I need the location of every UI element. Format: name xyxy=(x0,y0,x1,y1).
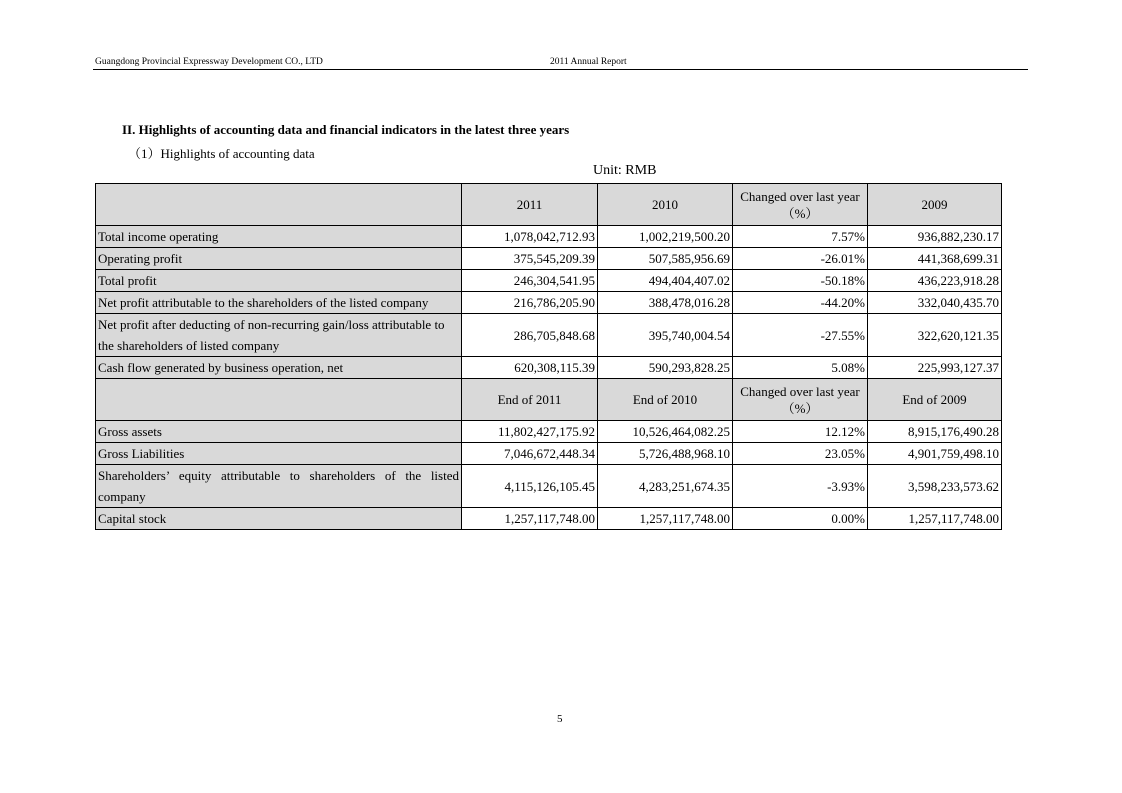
value-end-2010: 10,526,464,082.25 xyxy=(598,421,733,443)
value-2009: 225,993,127.37 xyxy=(868,357,1002,379)
value-change: 7.57% xyxy=(733,226,868,248)
value-end-2010: 1,257,117,748.00 xyxy=(598,508,733,530)
value-2009: 441,368,699.31 xyxy=(868,248,1002,270)
row-label: Cash flow generated by business operation, net xyxy=(96,357,462,379)
value-change: 12.12% xyxy=(733,421,868,443)
value-change: -26.01% xyxy=(733,248,868,270)
table-header-row xyxy=(96,184,1002,226)
value-end-2010: 5,726,488,968.10 xyxy=(598,443,733,465)
header-end-2011: End of 2011 xyxy=(462,379,598,421)
value-2010: 1,002,219,500.20 xyxy=(598,226,733,248)
header-end-2010: End of 2010 xyxy=(598,379,733,421)
value-2010: 395,740,004.54 xyxy=(598,314,733,357)
value-end-2011: 7,046,672,448.34 xyxy=(462,443,598,465)
page-number: 5 xyxy=(557,713,563,725)
row-label: Net profit after deducting of non-recurring gain/loss attributable to the shareholders of listed company xyxy=(96,314,462,357)
value-change: 5.08% xyxy=(733,357,868,379)
page-header-report: 2011 Annual Report xyxy=(550,57,627,67)
value-change: -27.55% xyxy=(733,314,868,357)
value-change: -44.20% xyxy=(733,292,868,314)
header-change: Changed over last year （%） xyxy=(733,184,868,226)
accounting-data-table xyxy=(95,183,1002,530)
page-header-company: Guangdong Provincial Expressway Development CO., LTD xyxy=(95,57,323,67)
value-end-2009: 4,901,759,498.10 xyxy=(868,443,1002,465)
row-label: Gross Liabilities xyxy=(96,443,462,465)
table-row xyxy=(96,465,1002,508)
row-label: Shareholders’ equity attributable to shareholders of the listed company xyxy=(96,465,462,508)
row-label: Total profit xyxy=(96,270,462,292)
unit-label: Unit: RMB xyxy=(593,163,657,178)
value-change: -3.93% xyxy=(733,465,868,508)
value-end-2009: 3,598,233,573.62 xyxy=(868,465,1002,508)
row-label: Net profit attributable to the shareholders of the listed company xyxy=(96,292,462,314)
value-2011: 216,786,205.90 xyxy=(462,292,598,314)
value-2011: 1,078,042,712.93 xyxy=(462,226,598,248)
value-2010: 590,293,828.25 xyxy=(598,357,733,379)
value-2011: 286,705,848.68 xyxy=(462,314,598,357)
value-end-2010: 4,283,251,674.35 xyxy=(598,465,733,508)
table-row xyxy=(96,508,1002,530)
table-row xyxy=(96,421,1002,443)
value-2011: 246,304,541.95 xyxy=(462,270,598,292)
value-change: -50.18% xyxy=(733,270,868,292)
value-end-2009: 8,915,176,490.28 xyxy=(868,421,1002,443)
table-row xyxy=(96,292,1002,314)
value-2009: 332,040,435.70 xyxy=(868,292,1002,314)
value-2010: 507,585,956.69 xyxy=(598,248,733,270)
row-label: Total income operating xyxy=(96,226,462,248)
table-row xyxy=(96,357,1002,379)
value-end-2011: 4,115,126,105.45 xyxy=(462,465,598,508)
header-blank xyxy=(96,379,462,421)
row-label: Gross assets xyxy=(96,421,462,443)
table-row xyxy=(96,226,1002,248)
value-2010: 494,404,407.02 xyxy=(598,270,733,292)
subsection-title: （1）Highlights of accounting data xyxy=(128,146,315,161)
row-label: Operating profit xyxy=(96,248,462,270)
row-label: Capital stock xyxy=(96,508,462,530)
table-row xyxy=(96,248,1002,270)
value-change: 0.00% xyxy=(733,508,868,530)
header-2011: 2011 xyxy=(462,184,598,226)
value-2009: 436,223,918.28 xyxy=(868,270,1002,292)
table-subheader-row xyxy=(96,379,1002,421)
header-divider xyxy=(93,69,1028,70)
table-row xyxy=(96,443,1002,465)
value-2010: 388,478,016.28 xyxy=(598,292,733,314)
table-row xyxy=(96,314,1002,357)
section-title: II. Highlights of accounting data and financial indicators in the latest three years xyxy=(122,122,570,137)
header-2009: 2009 xyxy=(868,184,1002,226)
value-2009: 936,882,230.17 xyxy=(868,226,1002,248)
value-end-2011: 11,802,427,175.92 xyxy=(462,421,598,443)
header-2010: 2010 xyxy=(598,184,733,226)
header-end-2009: End of 2009 xyxy=(868,379,1002,421)
header-blank xyxy=(96,184,462,226)
table-row xyxy=(96,270,1002,292)
value-change: 23.05% xyxy=(733,443,868,465)
value-end-2011: 1,257,117,748.00 xyxy=(462,508,598,530)
value-end-2009: 1,257,117,748.00 xyxy=(868,508,1002,530)
header-change: Changed over last year （%） xyxy=(733,379,868,421)
value-2011: 620,308,115.39 xyxy=(462,357,598,379)
value-2009: 322,620,121.35 xyxy=(868,314,1002,357)
value-2011: 375,545,209.39 xyxy=(462,248,598,270)
